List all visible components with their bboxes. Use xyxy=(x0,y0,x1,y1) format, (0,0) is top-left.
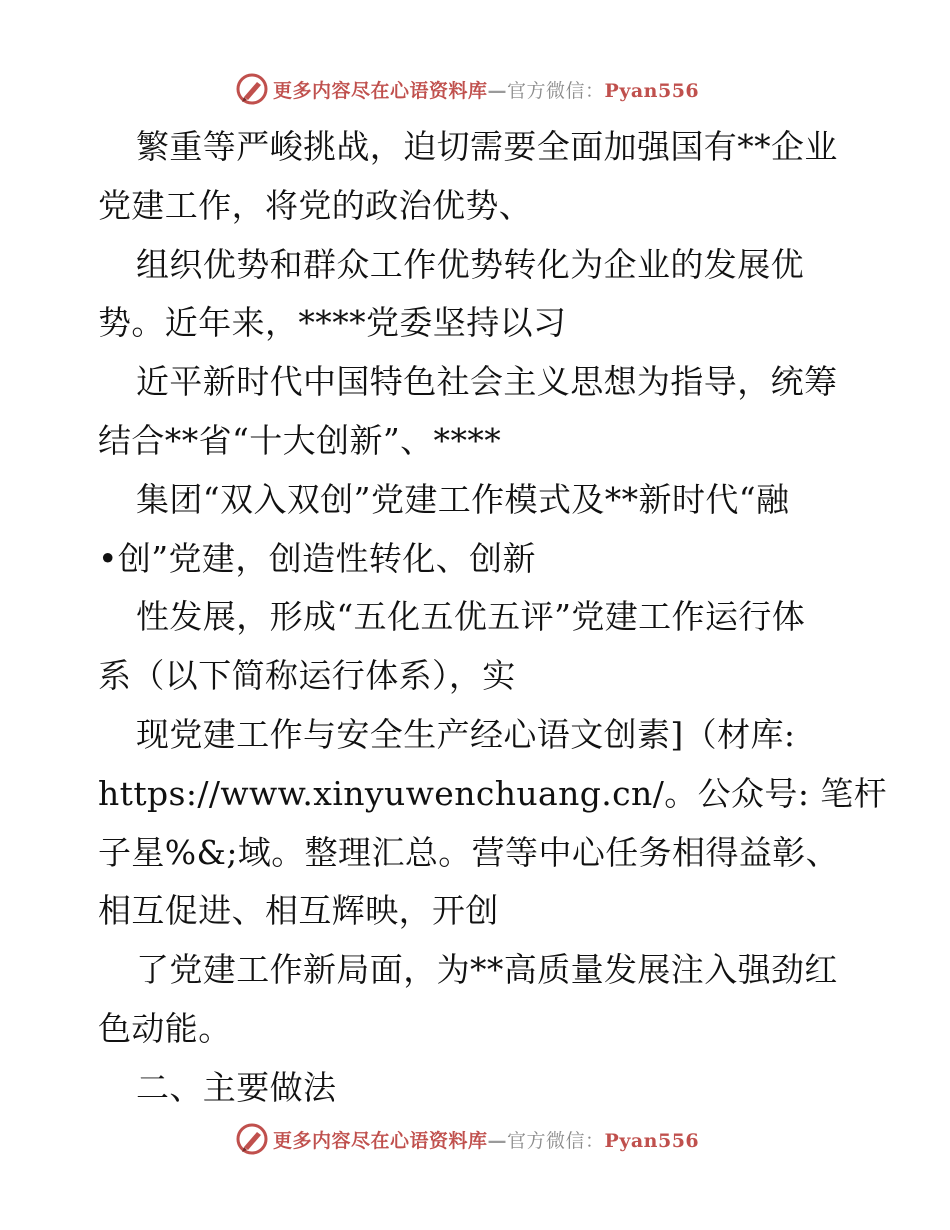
text-line: 二、主要做法 xyxy=(136,1067,337,1107)
text-line: 色动能。 xyxy=(98,1008,232,1048)
text-line: 子星%&;域。整理汇总。营等中心任务相得益彰、 xyxy=(98,832,840,872)
text-line: 现党建工作与安全生产经心语文创素]（材库: xyxy=(136,714,796,754)
text-line: 近平新时代中国特色社会主义思想为指导，统筹 xyxy=(136,362,838,402)
watermark-brand: 更多内容尽在心语资料库 xyxy=(273,79,488,102)
watermark-contact-id: Pyan556 xyxy=(604,79,700,102)
text-line: 党建工作，将党的政治优势、 xyxy=(98,185,533,225)
pen-logo-icon xyxy=(235,72,269,106)
text-line: https://www.xinyuwenchuang.cn/。公众号: 笔杆 xyxy=(98,773,888,813)
watermark-contact-label: 官方微信： xyxy=(507,1129,605,1152)
watermark-header xyxy=(235,72,699,106)
text-line: 集团“双入双创”党建工作模式及**新时代“融 xyxy=(136,479,790,519)
text-line: 性发展，形成“五化五优五评”党建工作运行体 xyxy=(136,597,806,637)
text-line: 繁重等严峻挑战，迫切需要全面加强国有**企业 xyxy=(136,127,838,166)
text-line: 结合**省“十大创新”、**** xyxy=(98,420,502,460)
text-line: •创”党建，创造性转化、创新 xyxy=(98,538,536,578)
watermark-contact-id: Pyan556 xyxy=(604,1129,700,1152)
text-line: 势。近年来，****党委坚持以习 xyxy=(98,303,567,343)
text-line: 组织优势和群众工作优势转化为企业的发展优 xyxy=(136,244,804,284)
text-line: 系（以下简称运行体系），实 xyxy=(98,656,516,696)
document-body xyxy=(98,118,888,1118)
watermark-separator: — xyxy=(487,79,508,102)
watermark-brand: 更多内容尽在心语资料库 xyxy=(273,1129,488,1152)
text-line: 相互促进、相互辉映，开创 xyxy=(98,891,499,931)
watermark-separator: — xyxy=(487,1129,508,1152)
text-line: 了党建工作新局面，为**高质量发展注入强劲红 xyxy=(136,950,838,990)
pen-logo-icon xyxy=(235,1122,269,1156)
watermark-footer xyxy=(235,1122,699,1156)
watermark-text xyxy=(273,1126,699,1153)
watermark-contact-label: 官方微信： xyxy=(507,79,605,102)
watermark-text xyxy=(273,76,699,103)
